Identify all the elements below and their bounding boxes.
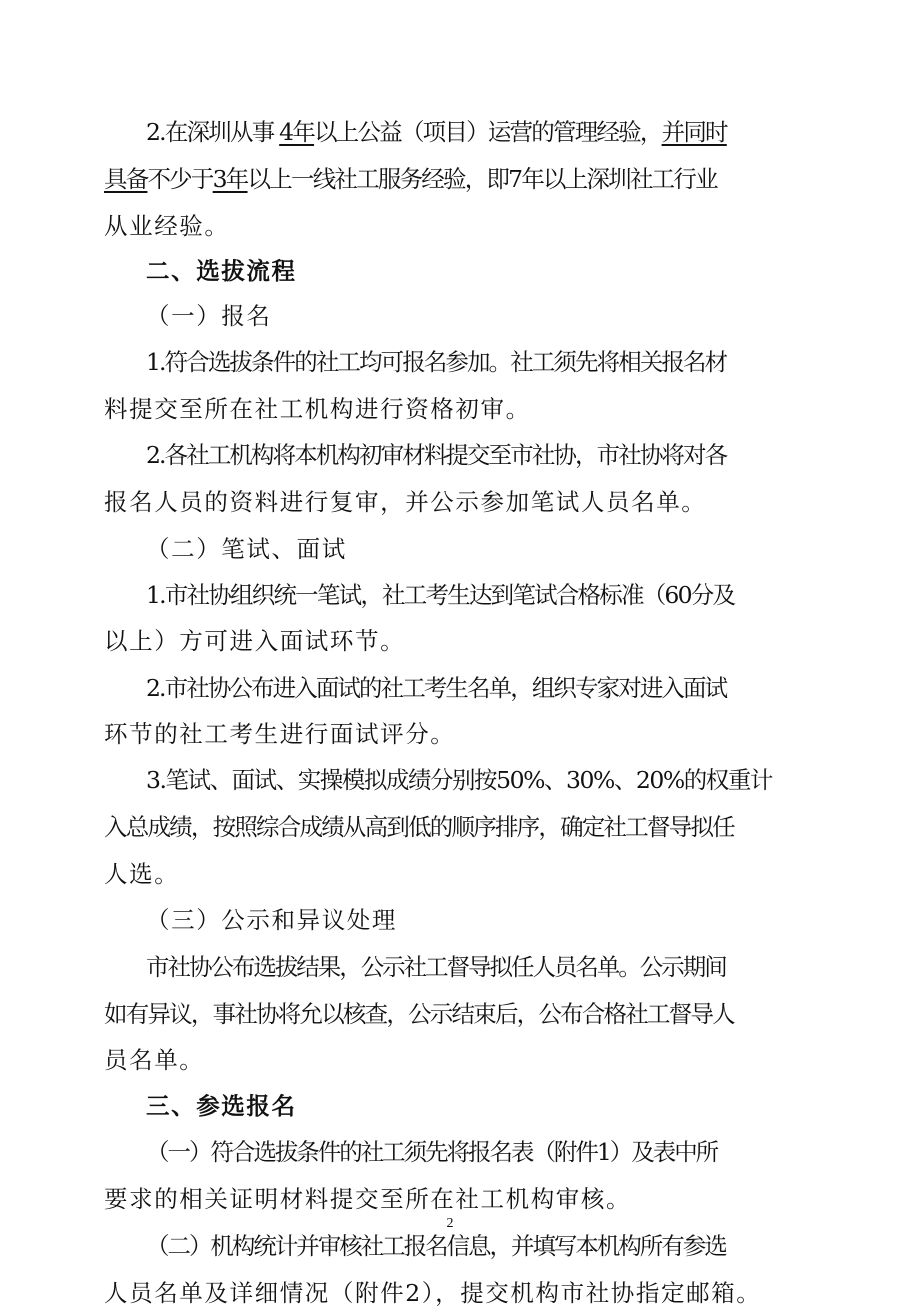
paragraph-line xyxy=(0,484,900,520)
text-run: 以上一线社工服务经验，即7年以上深圳社工行业 xyxy=(247,165,717,193)
paragraph-line xyxy=(0,577,900,613)
paragraph-line xyxy=(0,856,900,892)
text-run: 以上）方可进入面试环节。 xyxy=(104,627,406,655)
paragraph-line xyxy=(0,762,900,798)
paragraph-line xyxy=(0,1134,900,1170)
text-run: 料提交至所在社工机构进行资格初审。 xyxy=(104,395,531,423)
paragraph-line xyxy=(0,902,900,938)
text-run: （一）报名 xyxy=(146,302,272,330)
text-run: （二）机构统计并审核社工报名信息，并填写本机构所有参选 xyxy=(146,1232,726,1260)
text-run: （二）笔试、面试 xyxy=(146,535,347,563)
text-run: 三、参选报名 xyxy=(146,1092,297,1120)
section-heading xyxy=(0,1088,900,1124)
text-run: 人员名单及详细情况（附件2），提交机构市社协指定邮箱。 xyxy=(104,1279,762,1307)
underlined-text: 3年 xyxy=(212,165,248,193)
page-number: 2 xyxy=(446,1216,454,1231)
paragraph-line xyxy=(0,298,900,334)
text-run: 人选。 xyxy=(104,860,180,888)
text-run: 报名人员的资料进行复审，并公示参加笔试人员名单。 xyxy=(104,488,707,516)
paragraph-line xyxy=(0,531,900,567)
text-run: 2.各社工机构将本机构初审材料提交至市社协，市社协将对各 xyxy=(146,441,727,469)
paragraph-line xyxy=(0,344,900,380)
text-run: 3.笔试、面试、实操模拟成绩分别按50%、30%、20%的权重计 xyxy=(146,766,772,794)
underlined-text: 具备 xyxy=(104,165,148,193)
paragraph-line xyxy=(0,391,900,427)
text-run: 1.符合选拔条件的社工均可报名参加。社工须先将相关报名材 xyxy=(146,348,727,376)
paragraph-line xyxy=(0,809,900,845)
paragraph-line xyxy=(0,716,900,752)
paragraph-line xyxy=(0,1228,900,1264)
text-run: 如有异议，事社协将允以核查，公示结束后，公布合格社工督导人 xyxy=(104,1000,734,1028)
text-run: 员名单。 xyxy=(104,1046,205,1074)
section-heading xyxy=(0,253,900,289)
paragraph-line xyxy=(0,1181,900,1217)
paragraph-line xyxy=(0,996,900,1032)
paragraph-line xyxy=(0,1275,900,1311)
text-run: 1.市社协组织统一笔试，社工考生达到笔试合格标准（60分及 xyxy=(146,581,735,609)
text-run: 不少于 xyxy=(147,165,213,193)
paragraph-line xyxy=(0,949,900,985)
text-run: 从业经验。 xyxy=(104,212,230,240)
text-run: （一）符合选拔条件的社工须先将报名表（附件1）及表中所 xyxy=(146,1138,718,1166)
text-run: （三）公示和异议处理 xyxy=(146,906,397,934)
paragraph-line xyxy=(0,114,900,150)
text-run: 要求的相关证明材料提交至所在社工机构审核。 xyxy=(104,1185,632,1213)
underlined-text: 并同时 xyxy=(661,118,727,146)
text-run: 市社协公布选拔结果，公示社工督导拟任人员名单。公示期间 xyxy=(146,953,726,981)
paragraph-line xyxy=(0,161,900,197)
text-run: 以上公益（项目）运营的管理经验， xyxy=(314,118,662,146)
paragraph-line xyxy=(0,1042,900,1078)
text-run: 2.在深圳从事 xyxy=(146,118,280,146)
paragraph-line xyxy=(0,208,900,244)
text-run: 环节的社工考生进行面试评分。 xyxy=(104,720,456,748)
underlined-text: 4年 xyxy=(279,118,315,146)
paragraph-line xyxy=(0,623,900,659)
text-run: 2.市社协公布进入面试的社工考生名单，组织专家对进入面试 xyxy=(146,674,727,702)
text-run: 入总成绩，按照综合成绩从高到低的顺序排序，确定社工督导拟任 xyxy=(104,813,734,841)
paragraph-line xyxy=(0,670,900,706)
text-run: 二、选拔流程 xyxy=(146,257,297,285)
paragraph-line xyxy=(0,437,900,473)
